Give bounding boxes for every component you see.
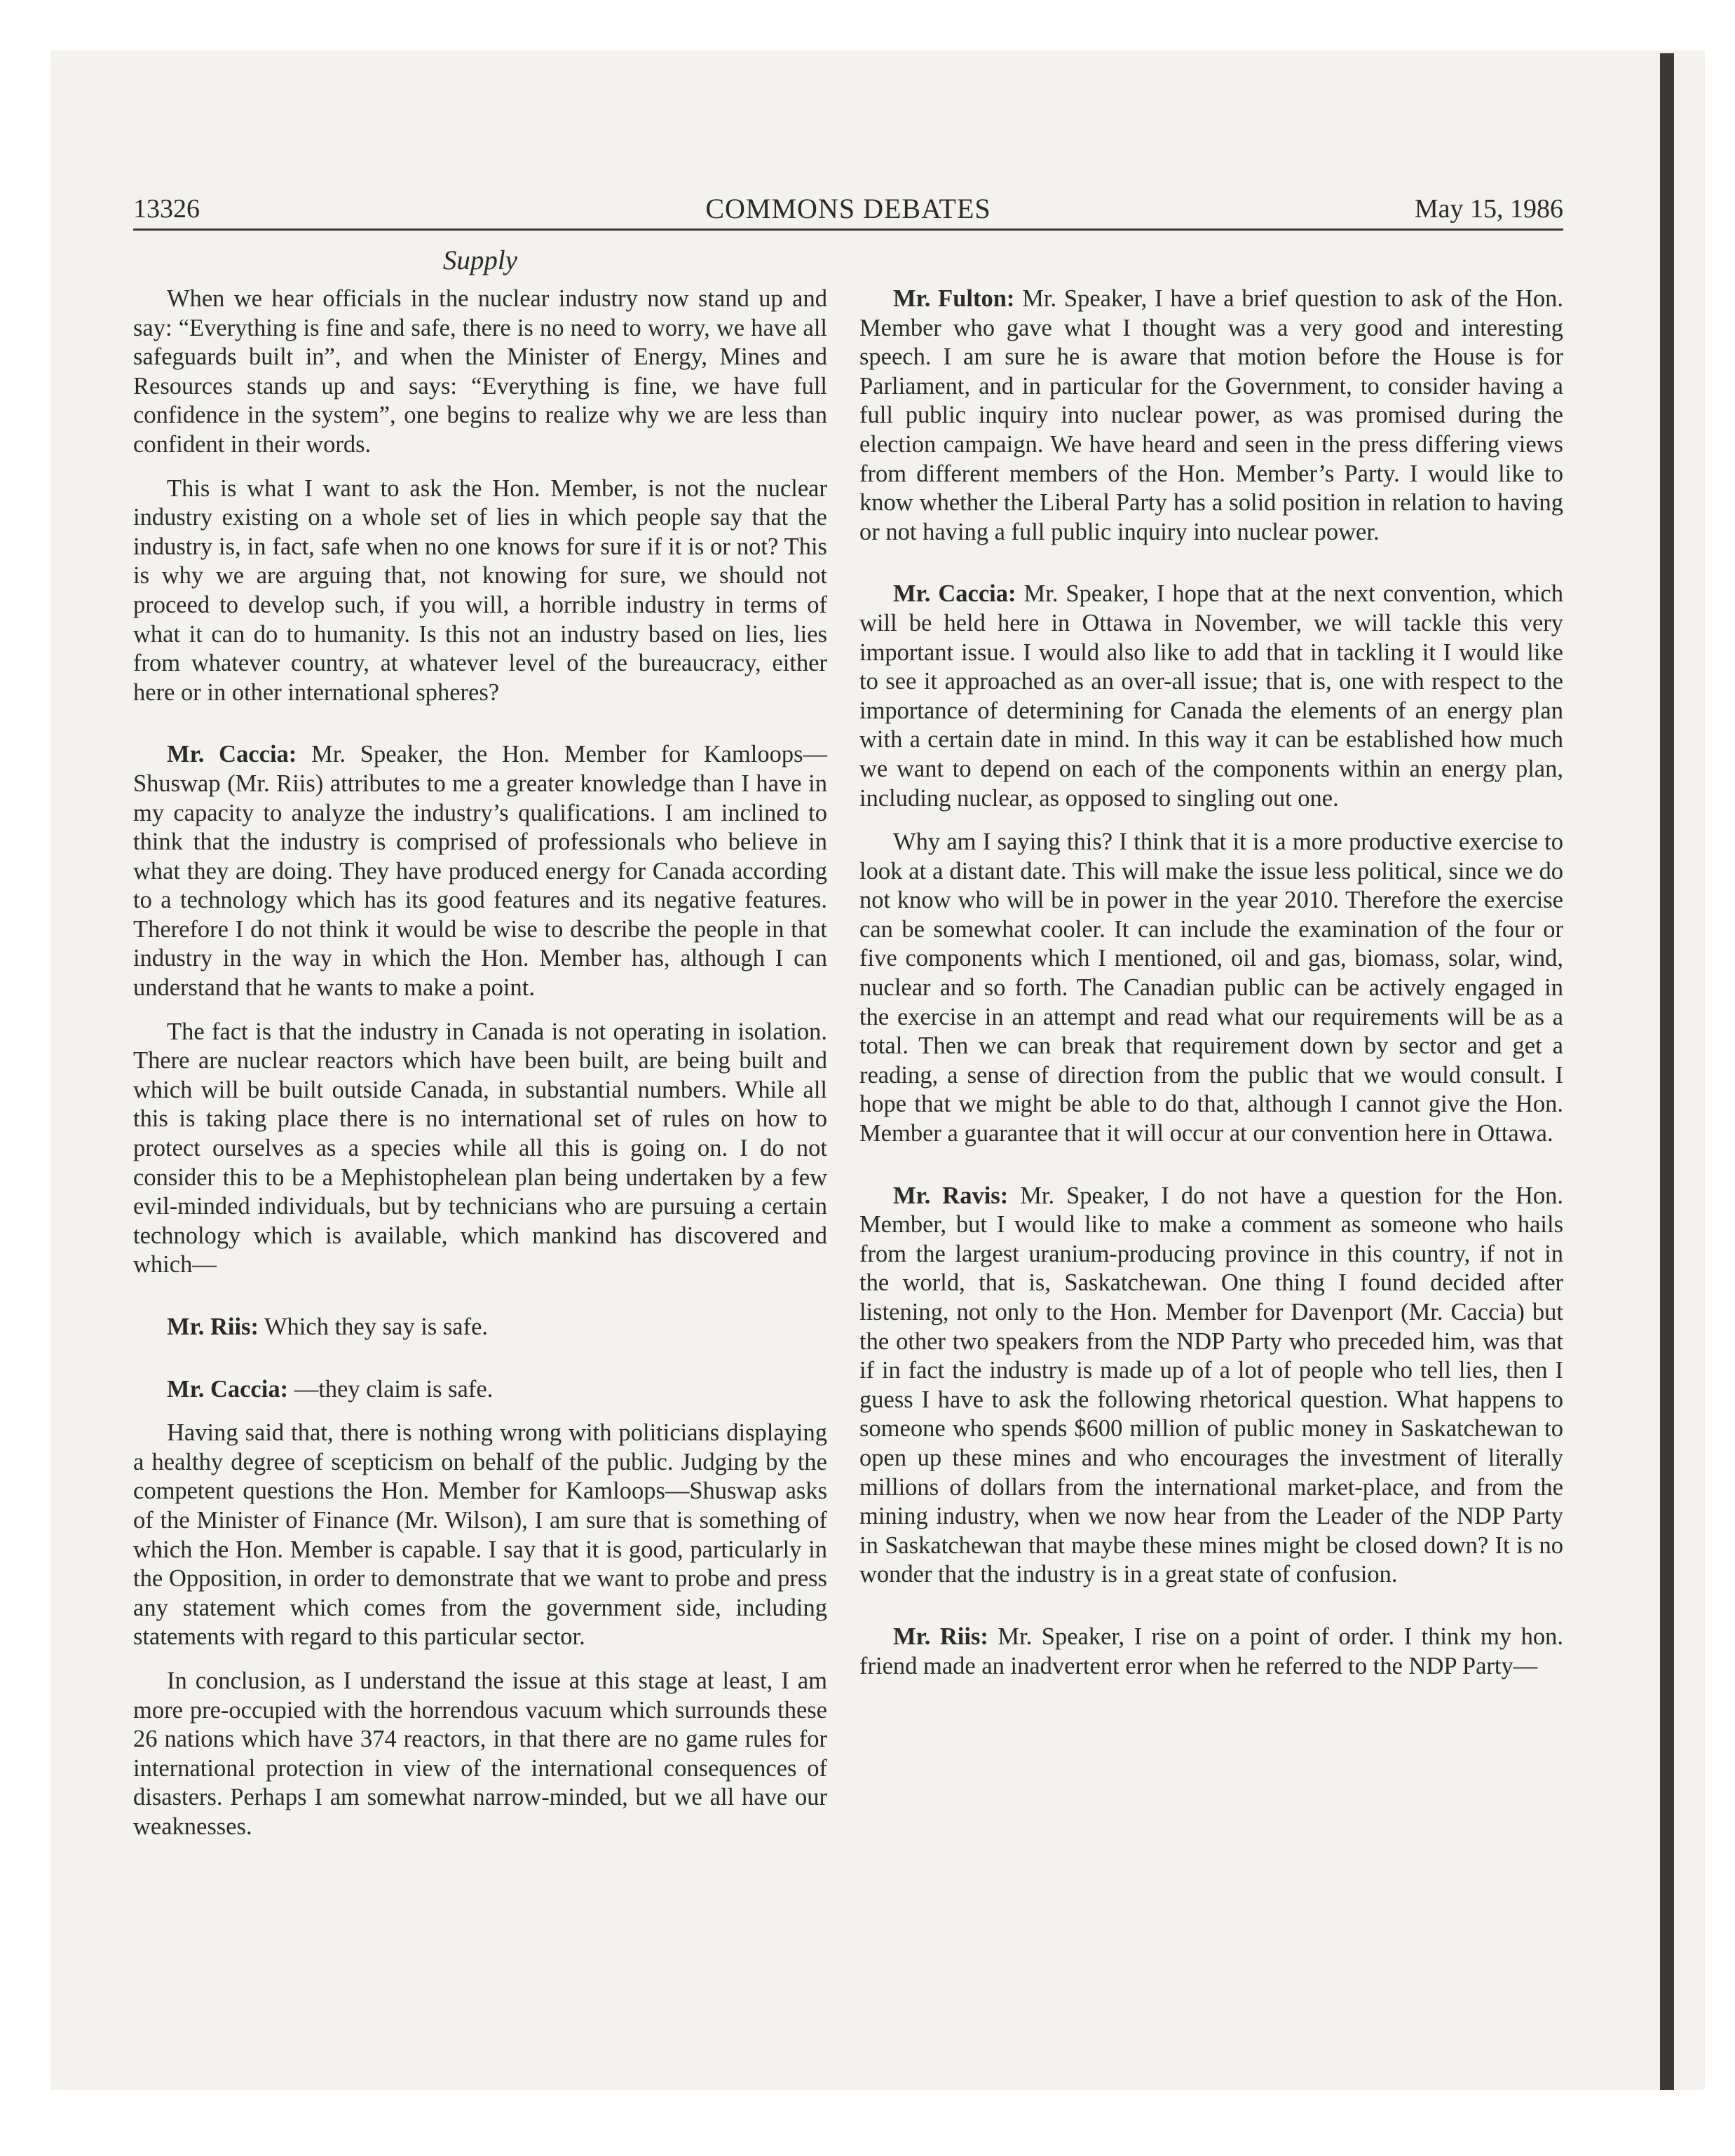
speaker-name: Mr. Caccia: (167, 741, 297, 768)
paragraph-text: The fact is that the industry in Canada is not operating in isolation. There are nuclear reactors which have been built, are being built and which will be built outside Canada, in substantial numbers. While all this is taking place there is no international set of rules on how to protect ourselves as a species while all this is going on. I do not consider this to be a Mephistophelean plan being undertaken by a few evil-minded individuals, but by technicians who are pursuing a certain technology which is available, which mankind has discovered and which— (133, 1018, 827, 1278)
paragraph-text: Having said that, there is nothing wrong with politicians displaying a healthy degree of scepticism on behalf of the public. Judging by the competent questions the Hon. Member for Kamloops—Shuswap asks of the Minister of Finance (Mr. Wilson), I am sure that is something of which the Hon. Member is capable. I say that it is good, particularly in the Opposition, in order to demonstrate that we want to probe and press any statement which comes from the government side, including statements with regard to this particular sector. (133, 1419, 827, 1651)
paragraph-text: Mr. Speaker, I hope that at the next convention, which will be held here in Ottawa in November, we will tackle this very important issue. I would also like to add that in tackling it I would like to see it approached as an over-all issue; that is, one with respect to the importance of determining for Canada the elements of an energy plan with a certain date in mind. In this way it can be established how much we want to depend on each of the components within an energy plan, including nuclear, as opposed to singling out one. (859, 580, 1563, 812)
speaker-name: Mr. Ravis: (893, 1182, 1009, 1209)
paragraph (133, 1419, 827, 1652)
speech-paragraph (859, 1182, 1563, 1590)
paragraph-text: Mr. Speaker, I have a brief question to ask of the Hon. Member who gave what I thought was a very good and interesting speech. I am sure he is aware that motion before the House is for Parliament, and in particular for the Government, to consider having a full public inquiry into nuclear power, as was promised during the election campaign. We have heard and seen in the press differing views from different members of the Hon. Member’s Party. I would like to know whether the Liberal Party has a solid position in relation to having or not having a full public inquiry into nuclear power. (859, 285, 1563, 545)
paragraph-text: In conclusion, as I understand the issue at this stage at least, I am more pre-occupied with the horrendous vacuum which surrounds these 26 nations which have 374 reactors, in that there are no game rules for international protection in view of the international consequences of disasters. Perhaps I am somewhat narrow-minded, but we all have our weaknesses. (133, 1667, 827, 1840)
page-edge-shadow (1660, 53, 1674, 2090)
speaker-name: Mr. Riis: (167, 1314, 259, 1340)
section-title: Supply (442, 245, 518, 275)
publication-date: May 15, 1986 (1414, 194, 1563, 224)
page-header (133, 189, 1563, 231)
paragraph (133, 1667, 827, 1842)
speech-paragraph (133, 740, 827, 1002)
page-number: 13326 (133, 194, 200, 224)
paragraph (133, 475, 827, 708)
paragraph-text: This is what I want to ask the Hon. Member, is not the nuclear industry existing on a whole set of lies in which people say that the industry is, in fact, safe when no one knows for sure if it is or not? This is why we are arguing that, not knowing for sure, we should not proceed to develop such, if you will, a horrible industry in terms of what it can do to humanity. Is this not an industry based on lies, lies from whatever country, at whatever level of the bureaucracy, either here or in other international spheres? (133, 475, 827, 706)
paragraph-text: When we hear officials in the nuclear industry now stand up and say: “Everything is fine and safe, there is no need to worry, we have all safeguards built in”, and when the Minister of Energy, Mines and Resources stands up and says: “Everything is fine, we have full confidence in the system”, one begins to realize why we are less than confident in their words. (133, 285, 827, 458)
speech-paragraph (859, 285, 1563, 547)
speech-paragraph (133, 1313, 827, 1342)
paragraph-text: Mr. Speaker, the Hon. Member for Kamloops—Shuswap (Mr. Riis) attributes to me a greater knowledge than I have in my capacity to analyze the industry’s qualifications. I am inclined to think that the industry is comprised of professionals who believe in what they are doing. They have produced energy for Canada according to a technology which has its good features and its negative features. Therefore I do not think it would be wise to describe the people in that industry in the way in which the Hon. Member has, although I can understand that he wants to make a point. (133, 741, 828, 1002)
publication-title: COMMONS DEBATES (705, 193, 991, 224)
speaker-name: Mr. Caccia: (167, 1375, 289, 1403)
paragraph (859, 828, 1563, 1149)
left-column (133, 285, 827, 1857)
paragraph-text: —they claim is safe. (294, 1375, 494, 1403)
right-column (859, 285, 1563, 1696)
paragraph-text: Mr. Speaker, I do not have a question for the Hon. Member, but I would like to make a comment as someone who hails from the largest uranium-producing province in this country, if not in the world, that is, Saskatchewan. One thing I found decided after listening, not only to the Hon. Member for Davenport (Mr. Caccia) but the other two speakers from the NDP Party who preceded him, was that if in fact the industry is made up of a lot of people who tell lies, then I guess I have to ask the following rhetorical question. What happens to someone who spends $600 million of public money in Saskatchewan to open up these mines and who encourages the investment of literally millions of dollars from the international market-place, and from the mining industry, when we now hear from the Leader of the NDP Party in Saskatchewan that maybe these mines might be closed down? It is no wonder that the industry is in a great state of confusion. (859, 1182, 1564, 1588)
speech-paragraph (859, 1623, 1563, 1681)
paragraph-text: Why am I saying this? I think that it is a more productive exercise to look at a distant date. This will make the issue less political, since we do not know who will be in power in the year 2010. Therefore the exercise can be somewhat cooler. It can include the examination of the four or five components which I mentioned, oil and gas, biomass, solar, wind, nuclear and so forth. The Canadian public can be actively engaged in the exercise in an attempt and read what our requirements will be as a total. Then we can break that requirement down by sector and get a reading, a sense of direction from the public that we would consult. I hope that we might be able to do that, although I cannot give the Hon. Member a guarantee that it will occur at our convention here in Ottawa. (859, 828, 1563, 1147)
speaker-name: Mr. Fulton: (893, 285, 1015, 312)
paragraph-text: Which they say is safe. (264, 1314, 489, 1340)
speech-paragraph (859, 580, 1563, 813)
paragraph (133, 1018, 827, 1280)
speaker-name: Mr. Caccia: (893, 580, 1016, 608)
paragraph (133, 285, 827, 460)
paragraph-text: Mr. Speaker, I rise on a point of order. I think my hon. friend made an inadvertent error when he referred to the NDP Party— (859, 1623, 1564, 1679)
speech-paragraph (133, 1375, 827, 1405)
speaker-name: Mr. Riis: (893, 1623, 988, 1650)
